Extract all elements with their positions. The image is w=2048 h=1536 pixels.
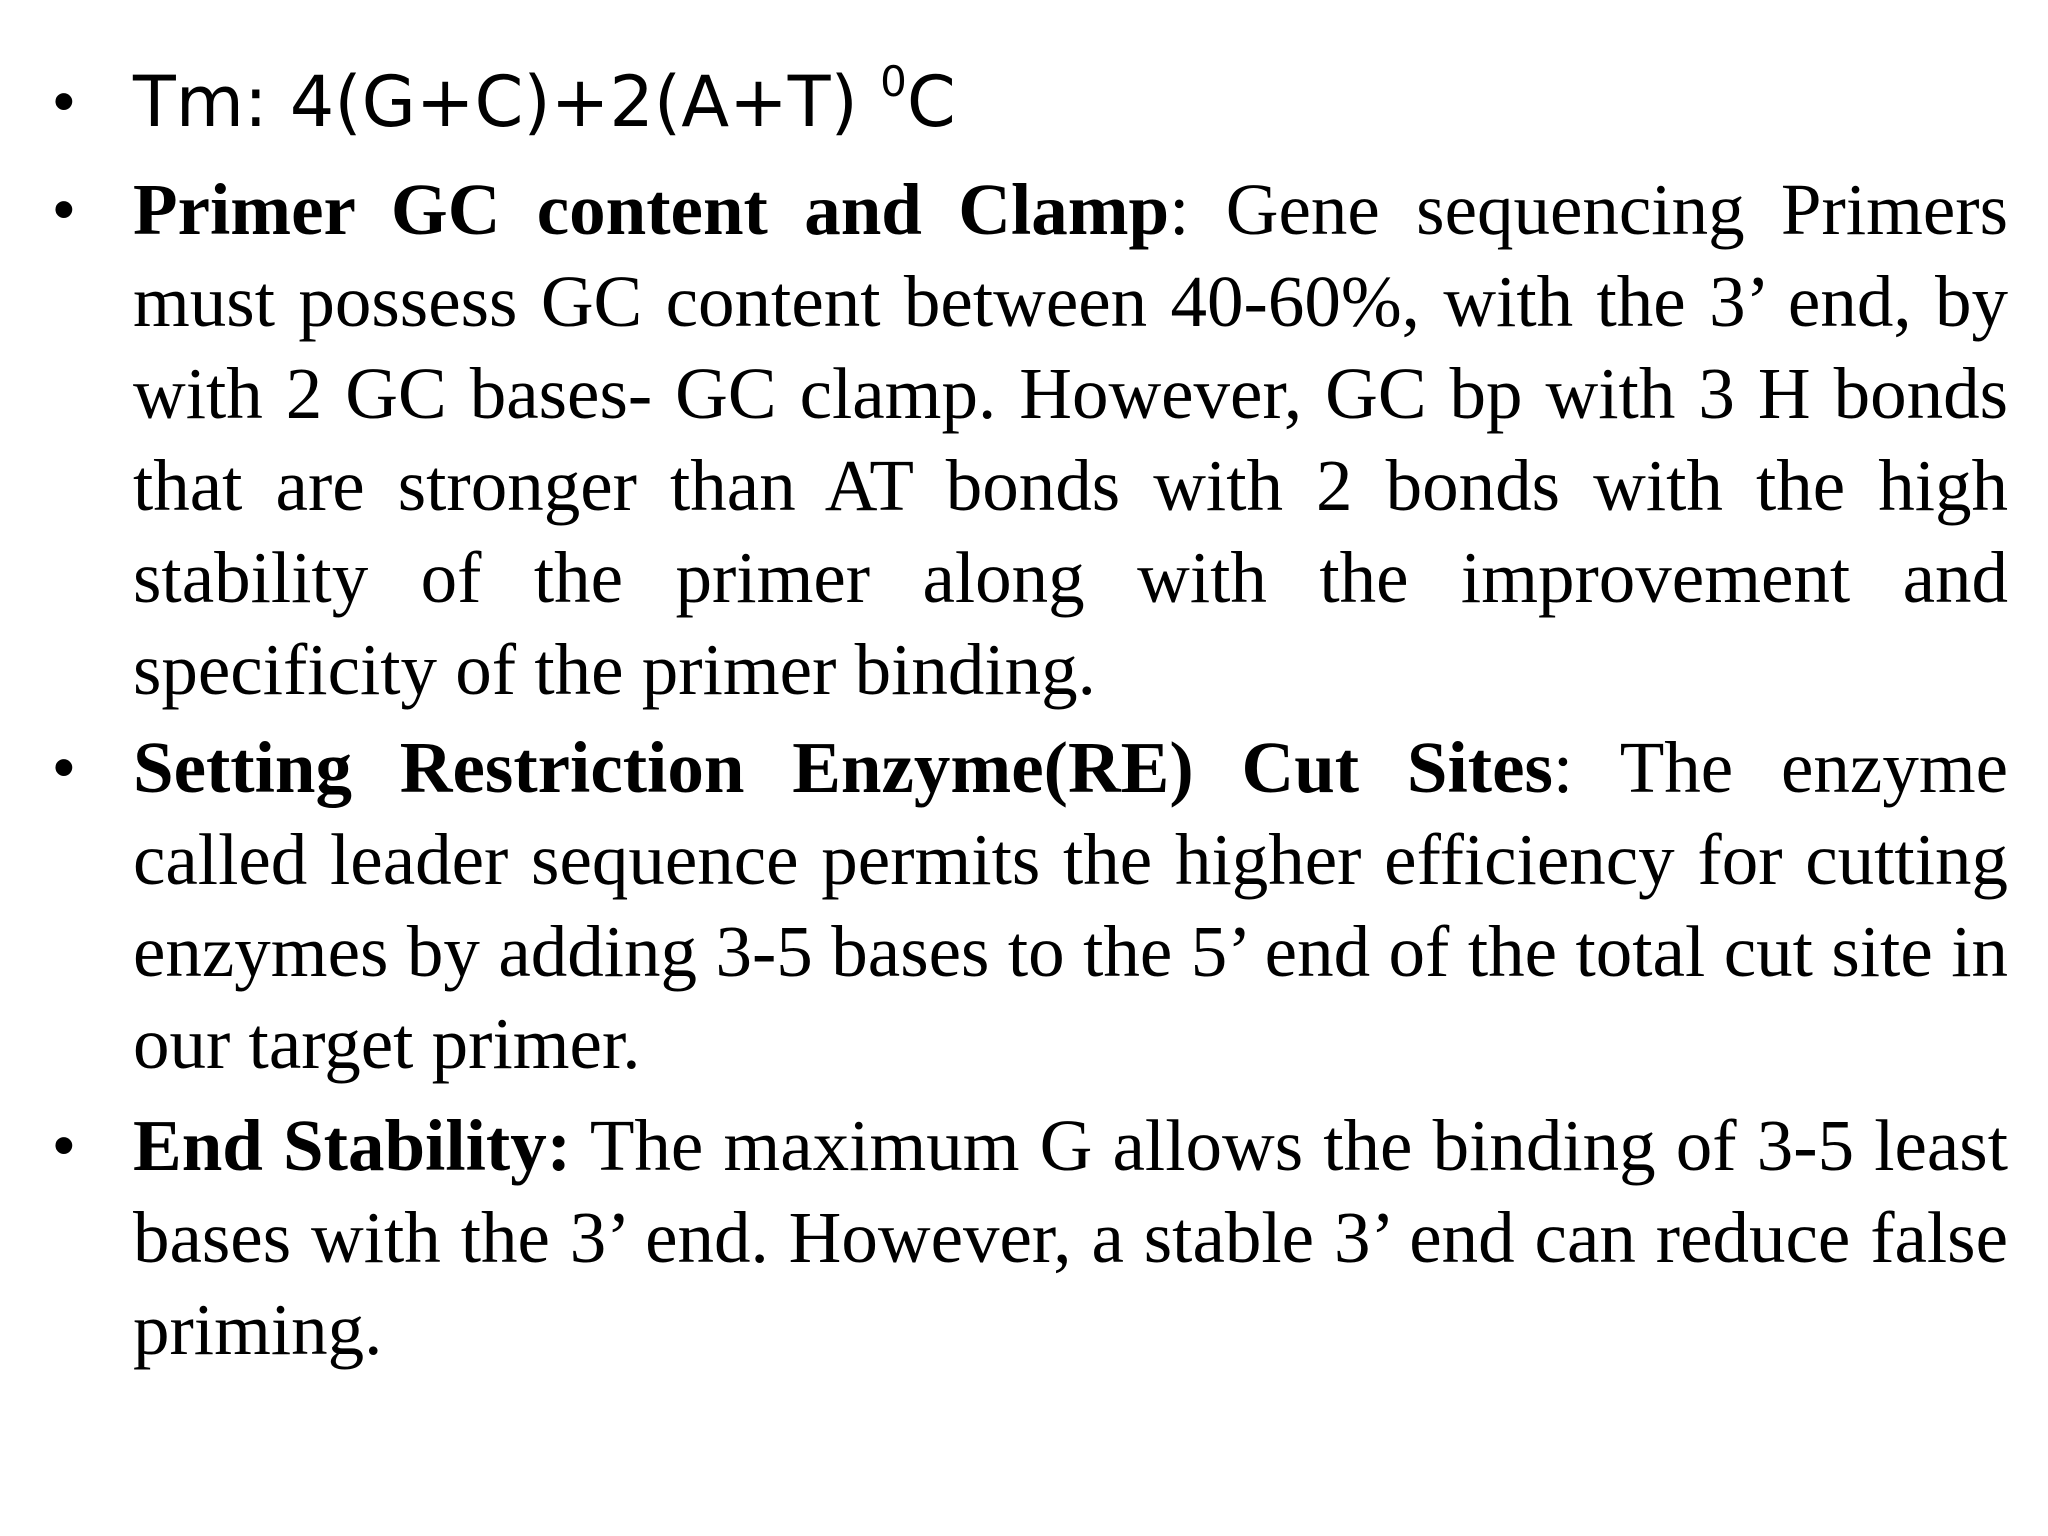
bullet-dot-icon: • bbox=[53, 67, 75, 136]
tm-formula-text: Tm: 4(G+C)+2(A+T) bbox=[133, 61, 881, 143]
gc-content-separator: : bbox=[1169, 169, 1190, 250]
bullet-restriction-sites bbox=[53, 722, 2008, 1090]
bullet-tm-formula bbox=[53, 46, 2008, 158]
bullet-dot-icon: • bbox=[53, 1111, 75, 1180]
end-stability-body: The maximum G allows the binding of 3-5 least bases with the 3’ end. However, a stable 3’ end can reduce false priming. bbox=[133, 1105, 2008, 1370]
bullet-dot-icon: • bbox=[53, 733, 75, 802]
gc-content-body: Gene sequencing Primers must possess GC content between 40-60%, with the 3’ end, by with 2 GC bases- GC clamp. However, GC bp with 3 H bonds that are stronger than AT bonds with 2 bonds with the high stability of the primer along with the improvement and specificity of the primer binding. bbox=[133, 169, 2008, 710]
tm-unit: C bbox=[906, 61, 956, 143]
restriction-sites-separator: : bbox=[1552, 727, 1574, 808]
restriction-sites-body: The enzyme called leader sequence permits the higher efficiency for cutting enzymes by adding 3-5 bases to the 5’ end of the total cut site in our target primer. bbox=[133, 727, 2008, 1084]
end-stability-term: End Stability: bbox=[133, 1105, 572, 1186]
bullet-end-stability bbox=[53, 1100, 2008, 1376]
gc-content-term: Primer GC content and Clamp bbox=[133, 169, 1170, 250]
tm-degree-superscript: 0 bbox=[880, 56, 907, 106]
bullet-dot-icon: • bbox=[53, 175, 75, 244]
restriction-sites-term: Setting Restriction Enzyme(RE) Cut Sites bbox=[133, 727, 1553, 808]
bullet-gc-content bbox=[53, 164, 2008, 716]
bullet-list bbox=[53, 46, 2008, 1376]
